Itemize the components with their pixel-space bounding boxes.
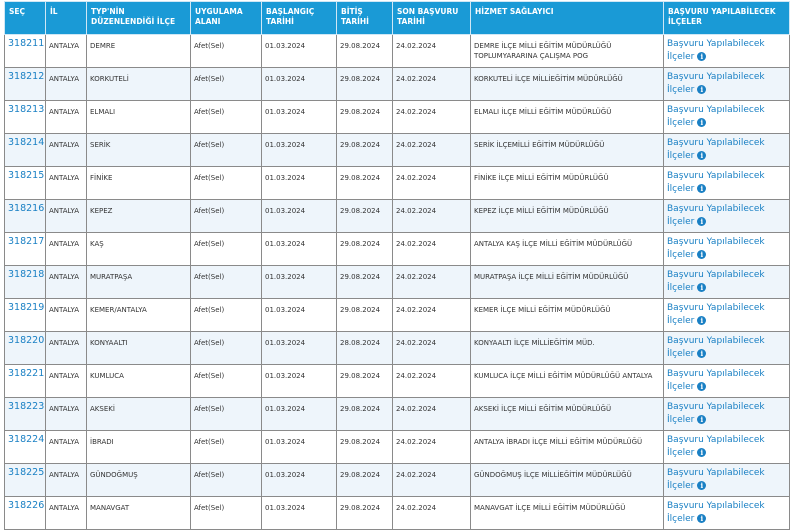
bitis-cell: 29.08.2024	[337, 431, 393, 464]
link-label-line1: Başvuru Yapılabilecek	[667, 402, 765, 412]
ilce-cell: AKSEKİ	[87, 398, 191, 431]
il-cell: ANTALYA	[46, 233, 87, 266]
header-sec[interactable]: SEÇ	[5, 2, 46, 35]
link-label-line1: Başvuru Yapılabilecek	[667, 204, 765, 214]
sec-link[interactable]: 318211	[8, 38, 45, 49]
son-basvuru-cell: 24.02.2024	[393, 431, 471, 464]
link-label-line1: Başvuru Yapılabilecek	[667, 435, 765, 445]
hizmet-cell: DEMRE İLÇE MİLLİ EĞİTİM MÜDÜRLÜĞÜ TOPLUMYARARINA ÇALIŞMA POG	[471, 35, 664, 68]
sec-link[interactable]: 318215	[8, 170, 45, 181]
sec-link[interactable]: 318225	[8, 467, 45, 478]
alan-cell: Afet(Sel)	[191, 101, 262, 134]
bitis-cell: 29.08.2024	[337, 167, 393, 200]
il-cell: ANTALYA	[46, 68, 87, 101]
link-label-line2: İlçeler	[667, 85, 695, 95]
alan-cell: Afet(Sel)	[191, 200, 262, 233]
hizmet-cell: KEPEZ İLÇE MİLLİ EĞİTİM MÜDÜRLÜĞÜ	[471, 200, 664, 233]
ilceler-cell	[664, 299, 790, 332]
sec-cell	[5, 134, 46, 167]
sec-link[interactable]: 318218	[8, 269, 45, 280]
ilce-cell: MANAVGAT	[87, 497, 191, 530]
il-cell: ANTALYA	[46, 101, 87, 134]
bitis-cell: 29.08.2024	[337, 299, 393, 332]
link-label-line2: İlçeler	[667, 184, 695, 194]
baslangic-cell: 01.03.2024	[262, 35, 337, 68]
ilce-cell: KAŞ	[87, 233, 191, 266]
info-icon[interactable]: i	[697, 151, 706, 160]
info-icon[interactable]: i	[697, 85, 706, 94]
hizmet-cell: ANTALYA KAŞ İLÇE MİLLİ EĞİTİM MÜDÜRLÜĞÜ	[471, 233, 664, 266]
table-row	[5, 200, 790, 233]
alan-cell: Afet(Sel)	[191, 299, 262, 332]
link-label-line1: Başvuru Yapılabilecek	[667, 237, 765, 247]
header-baslangic[interactable]: BAŞLANGIÇ TARİHİ	[262, 2, 337, 35]
sec-cell	[5, 299, 46, 332]
sec-link[interactable]: 318213	[8, 104, 45, 115]
basvuru-ilceler-link[interactable]	[667, 402, 765, 425]
hizmet-cell: AKSEKİ İLÇE MİLLİ EĞİTİM MÜDÜRLÜĞÜ	[471, 398, 664, 431]
il-cell: ANTALYA	[46, 431, 87, 464]
bitis-cell: 29.08.2024	[337, 266, 393, 299]
link-label-line2: İlçeler	[667, 151, 695, 161]
info-icon[interactable]: i	[697, 448, 706, 457]
bitis-cell: 29.08.2024	[337, 233, 393, 266]
hizmet-cell: FİNİKE İLÇE MİLLİ EĞİTİM MÜDÜRLÜĞÜ	[471, 167, 664, 200]
table-row	[5, 233, 790, 266]
ilce-cell: FİNİKE	[87, 167, 191, 200]
bitis-cell: 29.08.2024	[337, 35, 393, 68]
sec-cell	[5, 35, 46, 68]
ilce-cell: KORKUTELİ	[87, 68, 191, 101]
sec-link[interactable]: 318221	[8, 368, 45, 379]
ilceler-cell	[664, 68, 790, 101]
sec-link[interactable]: 318220	[8, 335, 45, 346]
baslangic-cell: 01.03.2024	[262, 68, 337, 101]
basvuru-ilceler-link[interactable]	[667, 72, 765, 95]
sec-cell	[5, 233, 46, 266]
alan-cell: Afet(Sel)	[191, 398, 262, 431]
son-basvuru-cell: 24.02.2024	[393, 266, 471, 299]
il-cell: ANTALYA	[46, 365, 87, 398]
link-label-line1: Başvuru Yapılabilecek	[667, 105, 765, 115]
hizmet-cell: ELMALI İLÇE MİLLİ EĞİTİM MÜDÜRLÜĞÜ	[471, 101, 664, 134]
sec-cell	[5, 497, 46, 530]
son-basvuru-cell: 24.02.2024	[393, 464, 471, 497]
ilceler-cell	[664, 35, 790, 68]
alan-cell: Afet(Sel)	[191, 35, 262, 68]
basvuru-ilceler-link[interactable]	[667, 270, 765, 293]
ilceler-cell	[664, 101, 790, 134]
table-row	[5, 35, 790, 68]
baslangic-cell: 01.03.2024	[262, 134, 337, 167]
link-label-line2: İlçeler	[667, 448, 695, 458]
son-basvuru-cell: 24.02.2024	[393, 497, 471, 530]
sec-cell	[5, 464, 46, 497]
baslangic-cell: 01.03.2024	[262, 167, 337, 200]
son-basvuru-cell: 24.02.2024	[393, 299, 471, 332]
sec-cell	[5, 101, 46, 134]
info-icon[interactable]: i	[697, 316, 706, 325]
bitis-cell: 29.08.2024	[337, 365, 393, 398]
link-label-line1: Başvuru Yapılabilecek	[667, 72, 765, 82]
son-basvuru-cell: 24.02.2024	[393, 233, 471, 266]
basvuru-ilceler-link[interactable]	[667, 237, 765, 260]
hizmet-cell: KEMER İLÇE MİLLİ EĞİTİM MÜDÜRLÜĞÜ	[471, 299, 664, 332]
header-il[interactable]: İL	[46, 2, 87, 35]
hizmet-cell: SERİK İLÇEMİLLİ EĞİTİM MÜDÜRLÜĞÜ	[471, 134, 664, 167]
info-icon[interactable]: i	[697, 217, 706, 226]
baslangic-cell: 01.03.2024	[262, 332, 337, 365]
baslangic-cell: 01.03.2024	[262, 398, 337, 431]
link-label-line1: Başvuru Yapılabilecek	[667, 468, 765, 478]
link-label-line1: Başvuru Yapılabilecek	[667, 39, 765, 49]
header-bitis[interactable]: BİTİŞ TARİHİ	[337, 2, 393, 35]
alan-cell: Afet(Sel)	[191, 167, 262, 200]
alan-cell: Afet(Sel)	[191, 464, 262, 497]
sec-link[interactable]: 318216	[8, 203, 45, 214]
link-label-line2: İlçeler	[667, 52, 695, 62]
link-label-line2: İlçeler	[667, 349, 695, 359]
basvuru-ilceler-link[interactable]	[667, 303, 765, 326]
hizmet-cell: KONYAALTI İLÇE MİLLİEĞİTİM MÜD.	[471, 332, 664, 365]
alan-cell: Afet(Sel)	[191, 134, 262, 167]
baslangic-cell: 01.03.2024	[262, 464, 337, 497]
table-row	[5, 464, 790, 497]
basvuru-ilceler-link[interactable]	[667, 501, 765, 524]
alan-cell: Afet(Sel)	[191, 365, 262, 398]
baslangic-cell: 01.03.2024	[262, 299, 337, 332]
ilce-cell: ELMALI	[87, 101, 191, 134]
baslangic-cell: 01.03.2024	[262, 365, 337, 398]
bitis-cell: 29.08.2024	[337, 464, 393, 497]
info-icon[interactable]: i	[697, 382, 706, 391]
bitis-cell: 29.08.2024	[337, 398, 393, 431]
header-alan[interactable]: UYGULAMA ALANI	[191, 2, 262, 35]
table-row	[5, 365, 790, 398]
header-son-basvuru[interactable]: SON BAŞVURU TARİHİ	[393, 2, 471, 35]
il-cell: ANTALYA	[46, 299, 87, 332]
son-basvuru-cell: 24.02.2024	[393, 101, 471, 134]
il-cell: ANTALYA	[46, 200, 87, 233]
son-basvuru-cell: 24.02.2024	[393, 398, 471, 431]
sec-link[interactable]: 318226	[8, 500, 45, 511]
table-row	[5, 299, 790, 332]
son-basvuru-cell: 24.02.2024	[393, 68, 471, 101]
sec-cell	[5, 365, 46, 398]
link-label-line2: İlçeler	[667, 283, 695, 293]
ilce-cell: KONYAALTI	[87, 332, 191, 365]
header-ilceler: BAŞVURU YAPILABİLECEK İLÇELER	[664, 2, 790, 35]
sec-link[interactable]: 318212	[8, 71, 45, 82]
son-basvuru-cell: 24.02.2024	[393, 35, 471, 68]
baslangic-cell: 01.03.2024	[262, 233, 337, 266]
basvuru-ilceler-link[interactable]	[667, 435, 765, 458]
basvuru-ilceler-link[interactable]	[667, 468, 765, 491]
alan-cell: Afet(Sel)	[191, 266, 262, 299]
table-header-row	[5, 2, 790, 35]
table-row	[5, 266, 790, 299]
hizmet-cell: MANAVGAT İLÇE MİLLİ EĞİTİM MÜDÜRLÜĞÜ	[471, 497, 664, 530]
bitis-cell: 29.08.2024	[337, 101, 393, 134]
son-basvuru-cell: 24.02.2024	[393, 134, 471, 167]
il-cell: ANTALYA	[46, 266, 87, 299]
sec-link[interactable]: 318224	[8, 434, 45, 445]
hizmet-cell: KUMLUCA İLÇE MİLLİ EĞİTİM MÜDÜRLÜĞÜ ANTALYA	[471, 365, 664, 398]
info-icon[interactable]: i	[697, 184, 706, 193]
bitis-cell: 29.08.2024	[337, 134, 393, 167]
info-icon[interactable]: i	[697, 481, 706, 490]
info-icon[interactable]: i	[697, 349, 706, 358]
ilce-cell: DEMRE	[87, 35, 191, 68]
basvuru-ilceler-link[interactable]	[667, 204, 765, 227]
table-row	[5, 68, 790, 101]
info-icon[interactable]: i	[697, 250, 706, 259]
table-row	[5, 134, 790, 167]
ilceler-cell	[664, 233, 790, 266]
sec-cell	[5, 200, 46, 233]
ilce-cell: KEMER/ANTALYA	[87, 299, 191, 332]
alan-cell: Afet(Sel)	[191, 497, 262, 530]
il-cell: ANTALYA	[46, 167, 87, 200]
baslangic-cell: 01.03.2024	[262, 101, 337, 134]
link-label-line2: İlçeler	[667, 217, 695, 227]
alan-cell: Afet(Sel)	[191, 233, 262, 266]
hizmet-cell: KORKUTELİ İLÇE MİLLİEĞİTİM MÜDÜRLÜĞÜ	[471, 68, 664, 101]
table-row	[5, 101, 790, 134]
son-basvuru-cell: 24.02.2024	[393, 167, 471, 200]
il-cell: ANTALYA	[46, 35, 87, 68]
il-cell: ANTALYA	[46, 497, 87, 530]
bitis-cell: 29.08.2024	[337, 200, 393, 233]
info-icon[interactable]: i	[697, 283, 706, 292]
link-label-line2: İlçeler	[667, 382, 695, 392]
ilce-cell: İBRADI	[87, 431, 191, 464]
info-icon[interactable]: i	[697, 514, 706, 523]
table-row	[5, 431, 790, 464]
alan-cell: Afet(Sel)	[191, 332, 262, 365]
table-row	[5, 497, 790, 530]
link-label-line1: Başvuru Yapılabilecek	[667, 138, 765, 148]
info-icon[interactable]: i	[697, 415, 706, 424]
ilceler-cell	[664, 134, 790, 167]
hizmet-cell: ANTALYA İBRADI İLÇE MİLLİ EĞİTİM MÜDÜRLÜĞÜ	[471, 431, 664, 464]
basvuru-ilceler-link[interactable]	[667, 105, 765, 128]
basvuru-ilceler-link[interactable]	[667, 138, 765, 161]
link-label-line2: İlçeler	[667, 316, 695, 326]
ilceler-cell	[664, 266, 790, 299]
il-cell: ANTALYA	[46, 464, 87, 497]
sec-cell	[5, 266, 46, 299]
link-label-line2: İlçeler	[667, 118, 695, 128]
link-label-line2: İlçeler	[667, 514, 695, 524]
basvuru-ilceler-link[interactable]	[667, 171, 765, 194]
table-row	[5, 332, 790, 365]
baslangic-cell: 01.03.2024	[262, 266, 337, 299]
basvuru-ilceler-link[interactable]	[667, 336, 765, 359]
bitis-cell: 28.08.2024	[337, 332, 393, 365]
header-ilce[interactable]: TYP'NİN DÜZENLENDİĞİ İLÇE	[87, 2, 191, 35]
basvuru-ilceler-link[interactable]	[667, 39, 765, 62]
alan-cell: Afet(Sel)	[191, 68, 262, 101]
ilceler-cell	[664, 431, 790, 464]
hizmet-cell: GÜNDOĞMUŞ İLÇE MİLLİEĞİTİM MÜDÜRLÜĞÜ	[471, 464, 664, 497]
il-cell: ANTALYA	[46, 134, 87, 167]
ilce-cell: KEPEZ	[87, 200, 191, 233]
table-row	[5, 398, 790, 431]
il-cell: ANTALYA	[46, 398, 87, 431]
baslangic-cell: 01.03.2024	[262, 431, 337, 464]
link-label-line1: Başvuru Yapılabilecek	[667, 303, 765, 313]
hizmet-cell: MURATPAŞA İLÇE MİLLİ EĞİTİM MÜDÜRLÜĞÜ	[471, 266, 664, 299]
link-label-line2: İlçeler	[667, 415, 695, 425]
link-label-line1: Başvuru Yapılabilecek	[667, 336, 765, 346]
bitis-cell: 29.08.2024	[337, 497, 393, 530]
sec-cell	[5, 332, 46, 365]
info-icon[interactable]: i	[697, 118, 706, 127]
link-label-line1: Başvuru Yapılabilecek	[667, 501, 765, 511]
son-basvuru-cell: 24.02.2024	[393, 200, 471, 233]
table-row	[5, 167, 790, 200]
sec-link[interactable]: 318219	[8, 302, 45, 313]
link-label-line1: Başvuru Yapılabilecek	[667, 369, 765, 379]
ilceler-cell	[664, 365, 790, 398]
bitis-cell: 29.08.2024	[337, 68, 393, 101]
sec-link[interactable]: 318223	[8, 401, 45, 412]
il-cell: ANTALYA	[46, 332, 87, 365]
ilceler-cell	[664, 464, 790, 497]
basvuru-ilceler-link[interactable]	[667, 369, 765, 392]
baslangic-cell: 01.03.2024	[262, 200, 337, 233]
sec-link[interactable]: 318217	[8, 236, 45, 247]
alan-cell: Afet(Sel)	[191, 431, 262, 464]
ilce-cell: GÜNDOĞMUŞ	[87, 464, 191, 497]
sec-cell	[5, 398, 46, 431]
sec-cell	[5, 167, 46, 200]
ilceler-cell	[664, 332, 790, 365]
info-icon[interactable]: i	[697, 52, 706, 61]
son-basvuru-cell: 24.02.2024	[393, 332, 471, 365]
sec-link[interactable]: 318214	[8, 137, 45, 148]
ilceler-cell	[664, 200, 790, 233]
ilce-cell: MURATPAŞA	[87, 266, 191, 299]
son-basvuru-cell: 24.02.2024	[393, 365, 471, 398]
link-label-line1: Başvuru Yapılabilecek	[667, 270, 765, 280]
ilce-cell: KUMLUCA	[87, 365, 191, 398]
link-label-line1: Başvuru Yapılabilecek	[667, 171, 765, 181]
baslangic-cell: 01.03.2024	[262, 497, 337, 530]
ilceler-cell	[664, 398, 790, 431]
ilceler-cell	[664, 497, 790, 530]
ilce-cell: SERİK	[87, 134, 191, 167]
sec-cell	[5, 68, 46, 101]
header-hizmet[interactable]: HİZMET SAĞLAYICI	[471, 2, 664, 35]
ilceler-cell	[664, 167, 790, 200]
sec-cell	[5, 431, 46, 464]
typ-table	[4, 1, 790, 530]
link-label-line2: İlçeler	[667, 481, 695, 491]
link-label-line2: İlçeler	[667, 250, 695, 260]
